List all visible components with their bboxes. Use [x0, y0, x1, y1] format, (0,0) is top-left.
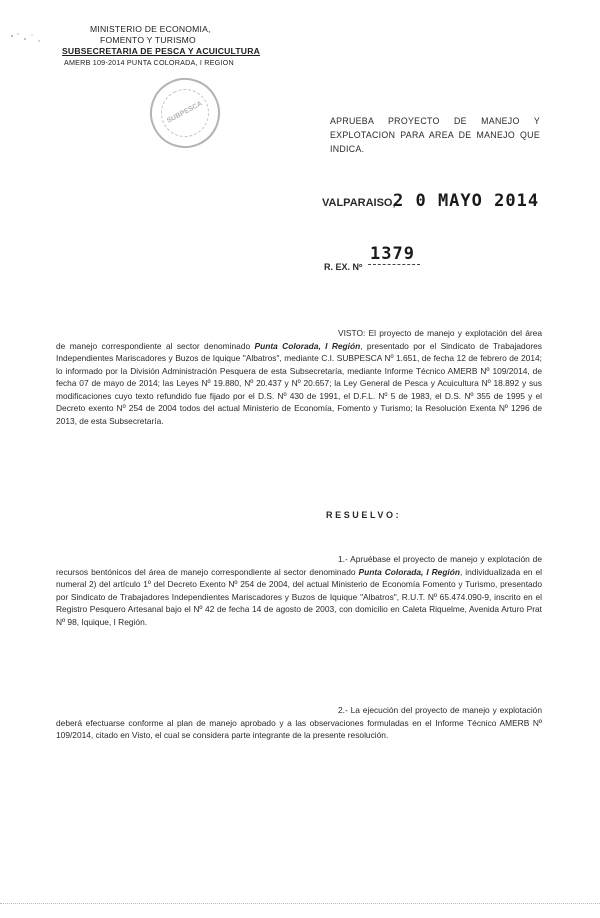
subject-line-1: APRUEBA PROYECTO DE MANEJO Y	[330, 116, 540, 126]
article-1-sector: Punta Colorada, I Región	[358, 566, 460, 577]
resolution-label: R. EX. Nº	[324, 262, 363, 272]
resolution-number: 1379	[370, 244, 415, 264]
article-1-text-1: 1.- Apruébase el proyecto de manejo y explotación de recursos bentónicos del área de manejo correspondiente al sector denominado	[56, 554, 542, 577]
ministry-line-2: FOMENTO Y TURISMO	[100, 35, 196, 45]
ministry-line-1: MINISTERIO DE ECONOMIA,	[90, 24, 211, 34]
subsecretaria-title: SUBSECRETARIA DE PESCA Y ACUICULTURA	[62, 46, 261, 56]
article-2: 2.- La ejecución del proyecto de manejo y explotación deberá efectuarse conforme al plan de manejo aprobado y a las observaciones formuladas en el Informe Técnico AMERB Nº 109/2014, citado en Visto, el cual se considera parte integrante de la presente resolución.	[56, 705, 542, 740]
visto-sector: Punta Colorada, I Región	[254, 340, 361, 351]
visto-text-2: , presentado por el Sindicato de Trabajadores Independientes Mariscadores y Buzos de Iquique "Albatros", mediante C.I. SUBPESCA Nº 1.651, de fecha 12 de febrero de 2014; lo informado por la División Administración Pesquera de esta Subsecretaría, mediante Informe Técnico AMERB Nº 109/2014, de fecha 07 de mayo de 2014; las Leyes Nº 19.880, Nº 20.437 y Nº 20.657; la Ley General de Pesca y Acuicultura Nº 18.892 y sus modificaciones cuyo texto refundido fue fijado por el D.S. Nº 430 de 1991, el D.F.L. Nº 5 de 1983, el D.S. Nº 355 de 1995 y el Decreto exento Nº 254 de 2004 todos del actual Ministerio de Economía, Fomento y Turismo; la Resolución Exenta Nº 1296 de 2013, de esta Subsecretaría.	[56, 340, 542, 426]
article-1	[56, 553, 542, 628]
subject-line-2: EXPLOTACION PARA AREA DE MANEJO QUE	[330, 130, 540, 140]
place: VALPARAISO,	[322, 197, 396, 209]
visto-paragraph	[56, 327, 542, 427]
date-stamp: 2 0 MAYO 2014	[393, 191, 540, 211]
resolution-subject	[330, 114, 540, 156]
subject-line-3: INDICA.	[330, 144, 365, 154]
resolution-underline	[368, 264, 420, 265]
article-1-text-2: , individualizada en el numeral 2) del artículo 1º del Decreto Exento Nº 254 de 2004, del actual Ministerio de Economía Fomento y Turismo, presentado por Sindicato de Trabajadores Independientes Mariscadores y Buzos de Iquique "Albatros", R.U.T. Nº 65.474.090-9, inscrito en el Registro Pesquero Artesanal bajo el Nº 42 de fecha 14 de agosto de 2003, con domicilio en Caleta Riquelme, Avenida Arturo Prat Nº 98, Iquique, I Región.	[56, 566, 542, 627]
page-footer-edge	[0, 903, 600, 904]
visto-text-1: VISTO: El proyecto de manejo y explotación del área de manejo correspondiente al sector denominado	[56, 328, 542, 351]
resuelvo-heading: RESUELVO:	[326, 510, 402, 520]
reference-code: AMERB 109-2014 PUNTA COLORADA, I REGION	[64, 58, 234, 67]
scan-specks	[8, 30, 48, 46]
official-seal: SUBPESCA	[138, 66, 233, 161]
